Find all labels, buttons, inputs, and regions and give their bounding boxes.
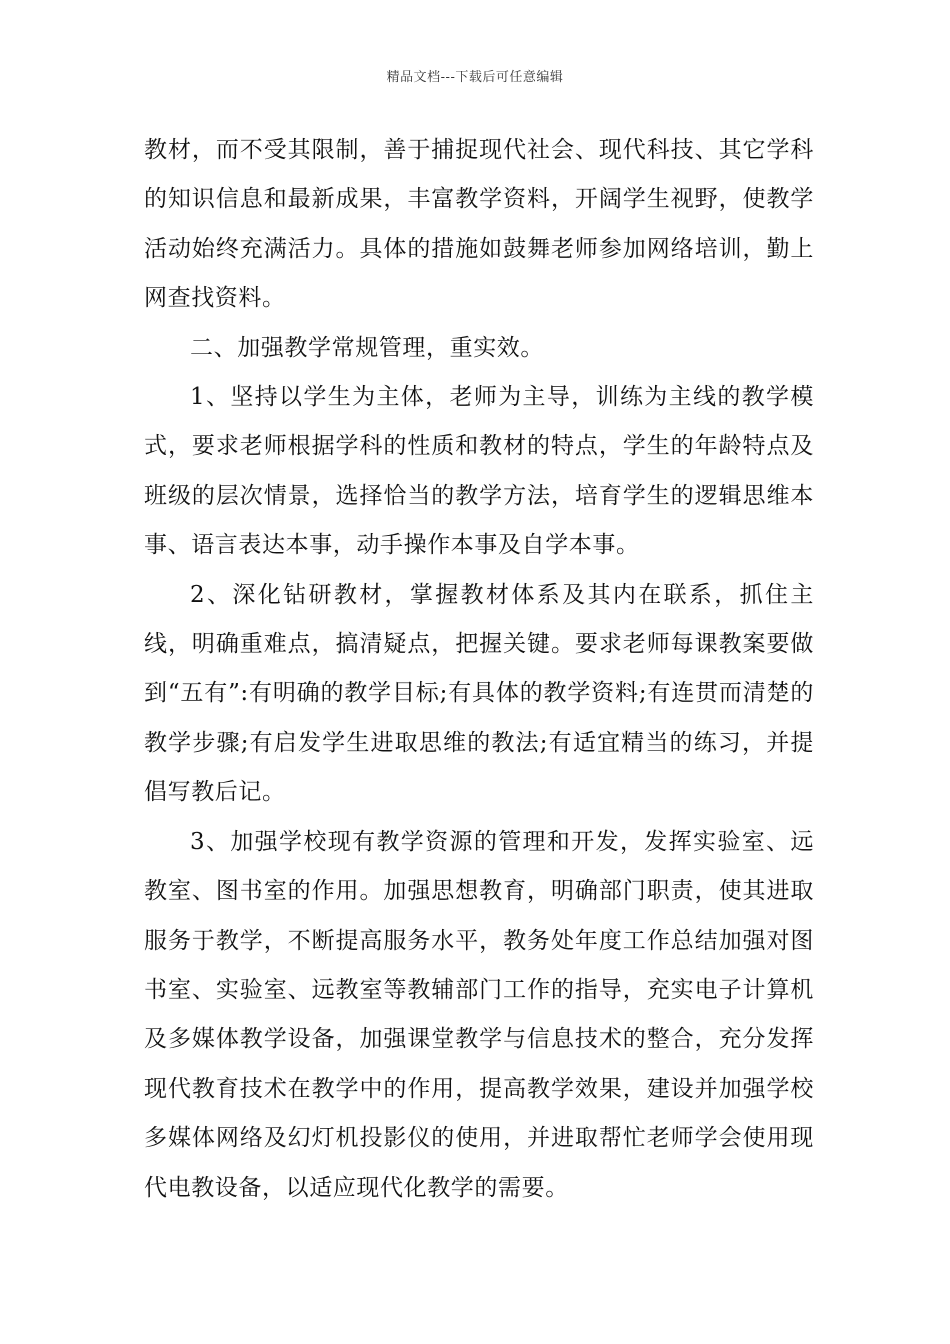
section-heading: 二、加强教学常规管理，重实效。 (190, 334, 544, 361)
page-header: 精品文档---下载后可任意编辑 (386, 70, 564, 85)
paragraph-item-1: 1、坚持以学生为主体，老师为主导，训练为主线的教学模式，要求老师根据学科的性质和教材的特点，学生的年龄特点及班级的层次情景，选择恰当的教学方法，培育学生的逻辑思维本事、语言表达本事，动手操作本事及自学本事。 (144, 384, 814, 559)
paragraph-item-2: 2、深化钻研教材，掌握教材体系及其内在联系，抓住主线，明确重难点，搞清疑点，把握关键。要求老师每课教案要做到“五有”:有明确的教学目标;有具体的教学资料;有连贯而清楚的教学步骤;有启发学生进取思维的教法;有适宜精当的练习，并提倡写教后记。 (144, 581, 814, 806)
paragraph-item-3: 3、加强学校现有教学资源的管理和开发，发挥实验室、远教室、图书室的作用。加强思想教育，明确部门职责，使其进取服务于教学，不断提高服务水平，教务处年度工作总结加强对图书室、实验室、远教室等教辅部门工作的指导，充实电子计算机及多媒体教学设备，加强课堂教学与信息技术的整合，充分发挥现代教育技术在教学中的作用，提高教学效果，建设并加强学校多媒体网络及幻灯机投影仪的使用，并进取帮忙老师学会使用现代电教设备，以适应现代化教学的需要。 (144, 828, 814, 1201)
paragraph-continuation: 教材，而不受其限制，善于捕捉现代社会、现代科技、其它学科的知识信息和最新成果，丰富教学资料，开阔学生视野，使教学活动始终充满活力。具体的措施如鼓舞老师参加网络培训，勤上网查找资料。 (144, 137, 814, 312)
document-body (144, 126, 814, 1213)
